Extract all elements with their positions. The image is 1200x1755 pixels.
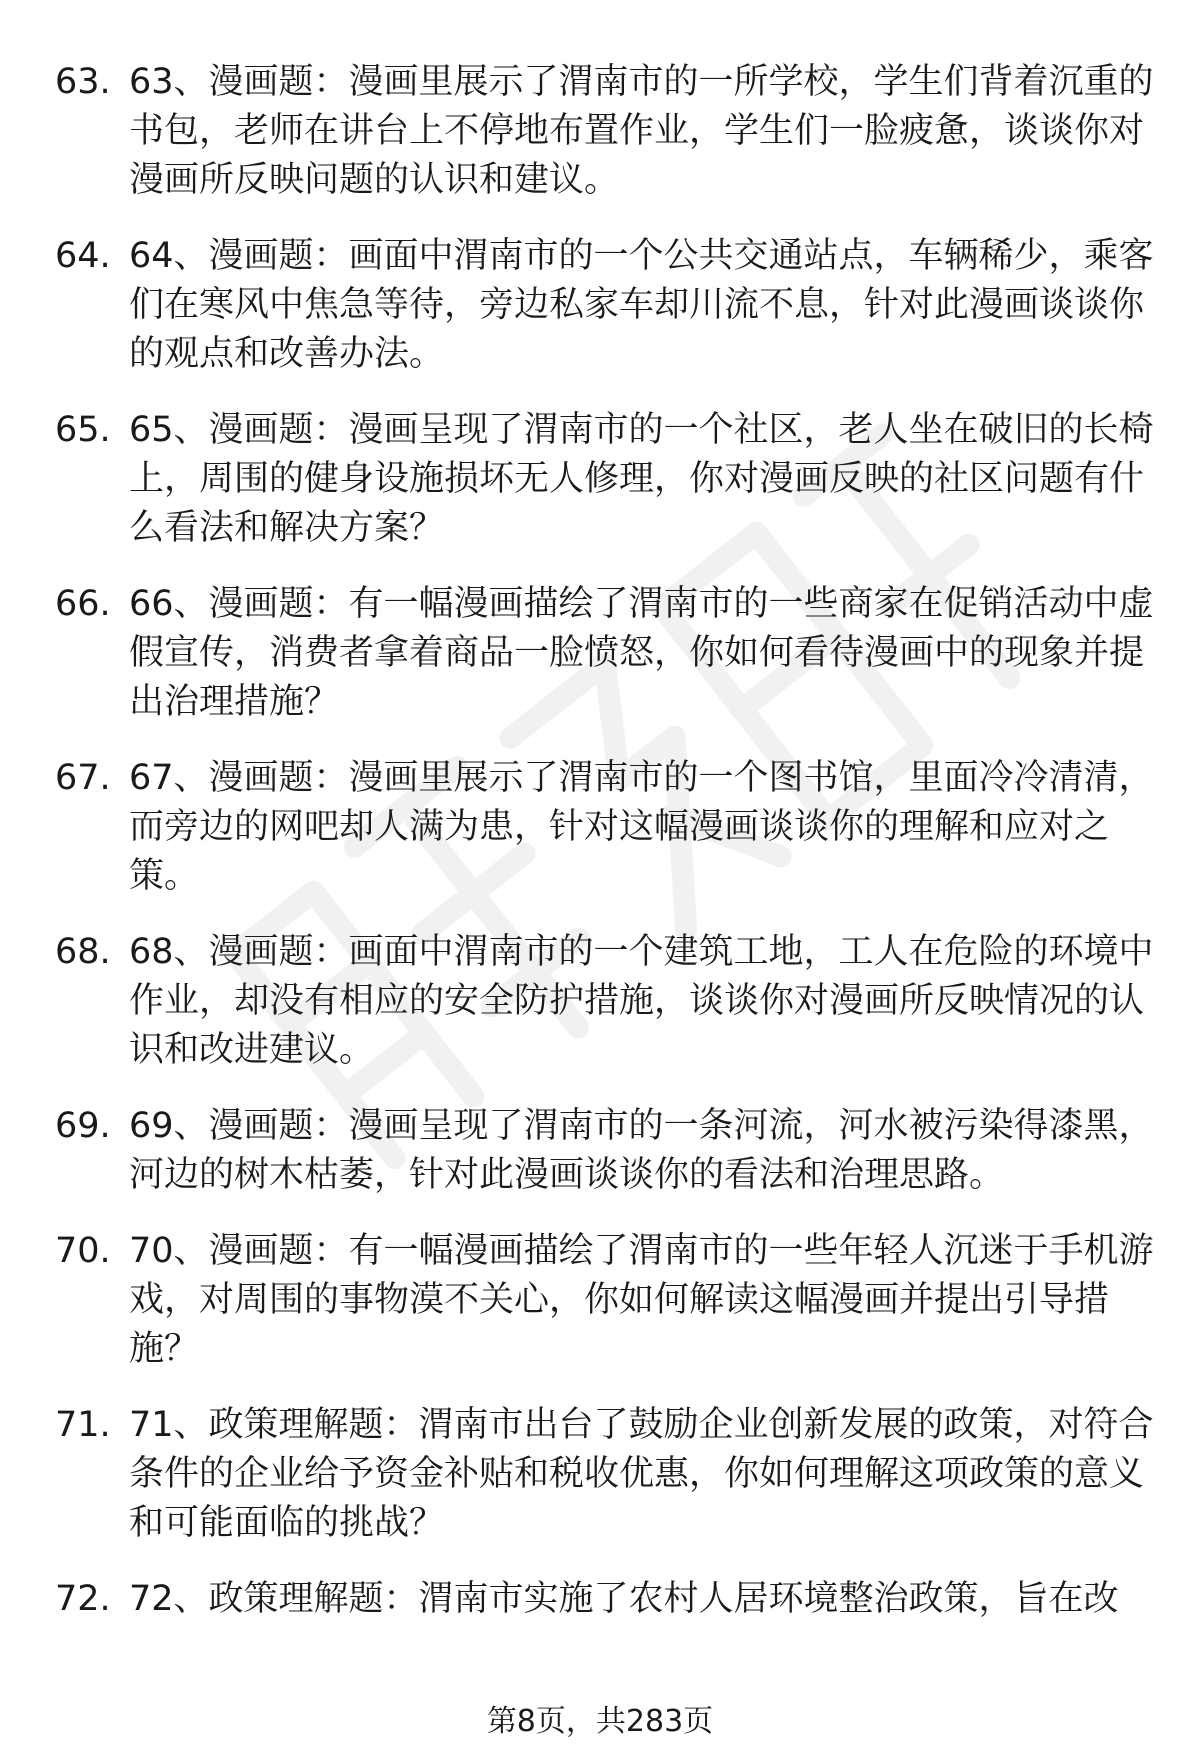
item-text: 64、漫画题：画面中渭南市的一个公共交通站点，车辆稀少，乘客们在寒风中焦急等待，旁边私家车却川流不息，针对此漫画谈谈你的观点和改善办法。 — [129, 236, 1154, 374]
list-item — [0, 232, 1200, 379]
item-text: 72、政策理解题：渭南市实施了农村人居环境整治政策，旨在改 — [129, 1579, 1119, 1619]
list-item — [0, 928, 1200, 1075]
item-text: 70、漫画题：有一幅漫画描绘了渭南市的一些年轻人沉迷于手机游戏，对周围的事物漠不关心，你如何解读这幅漫画并提出引导措施？ — [129, 1231, 1154, 1369]
item-text: 65、漫画题：漫画呈现了渭南市的一个社区，老人坐在破旧的长椅上，周围的健身设施损坏无人修理，你对漫画反映的社区问题有什么看法和解决方案？ — [129, 410, 1154, 548]
item-text: 71、政策理解题：渭南市出台了鼓励企业创新发展的政策，对符合条件的企业给予资金补贴和税收优惠，你如何理解这项政策的意义和可能面临的挑战？ — [129, 1405, 1154, 1543]
list-item — [0, 1575, 1200, 1624]
item-number: 70. — [55, 1231, 111, 1271]
item-text: 63、漫画题：漫画里展示了渭南市的一所学校，学生们背着沉重的书包，老师在讲台上不停地布置作业，学生们一脸疲惫，谈谈你对漫画所反映问题的认识和建议。 — [129, 62, 1154, 200]
list-item — [0, 406, 1200, 553]
item-number: 63. — [55, 62, 111, 102]
item-text: 67、漫画题：漫画里展示了渭南市的一个图书馆，里面冷冷清清，而旁边的网吧却人满为患，针对这幅漫画谈谈你的理解和应对之策。 — [129, 758, 1154, 896]
question-list — [0, 58, 1200, 1651]
item-number: 71. — [55, 1405, 111, 1445]
page-footer: 第8页，共283页 — [486, 1704, 714, 1739]
item-text: 69、漫画题：漫画呈现了渭南市的一条河流，河水被污染得漆黑，河边的树木枯萎，针对此漫画谈谈你的看法和治理思路。 — [129, 1106, 1154, 1195]
list-item — [0, 1102, 1200, 1200]
item-number: 68. — [55, 932, 111, 972]
item-text: 68、漫画题：画面中渭南市的一个建筑工地，工人在危险的环境中作业，却没有相应的安全防护措施，谈谈你对漫画所反映情况的认识和改进建议。 — [129, 932, 1154, 1070]
list-item — [0, 1227, 1200, 1374]
list-item — [0, 1401, 1200, 1548]
item-number: 67. — [55, 758, 111, 798]
list-item — [0, 754, 1200, 901]
item-number: 64. — [55, 236, 111, 276]
list-item — [0, 58, 1200, 205]
item-number: 66. — [55, 584, 111, 624]
item-text: 66、漫画题：有一幅漫画描绘了渭南市的一些商家在促销活动中虚假宣传，消费者拿着商品一脸愤怒，你如何看待漫画中的现象并提出治理措施？ — [129, 584, 1154, 722]
list-item — [0, 580, 1200, 727]
item-number: 72. — [55, 1579, 111, 1619]
item-number: 65. — [55, 410, 111, 450]
item-number: 69. — [55, 1106, 111, 1146]
